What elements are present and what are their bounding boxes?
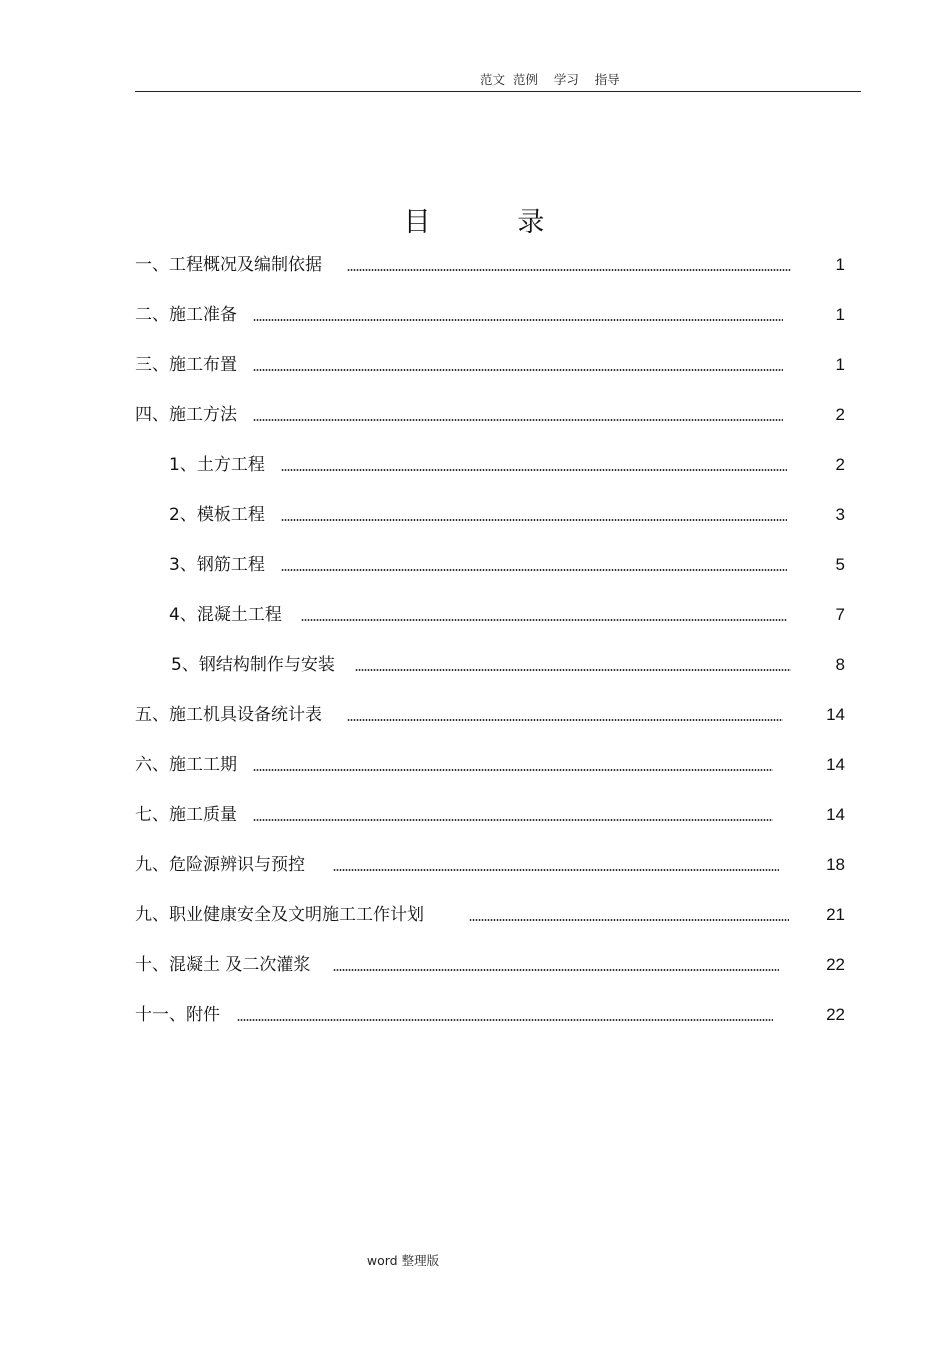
toc-entry-label: 五、施工机具设备统计表: [135, 705, 322, 725]
toc-entry-label: 3、钢筋工程: [169, 555, 265, 575]
toc-entry-page: 14: [826, 805, 845, 824]
toc-entry-page: 8: [835, 655, 845, 674]
toc-leader: [281, 569, 787, 571]
toc-entry-label: 四、施工方法: [135, 405, 237, 425]
page-header-text: 范文 范例 学习 指导: [480, 72, 620, 87]
toc-entry[interactable]: [135, 700, 845, 730]
toc-entry[interactable]: [135, 350, 845, 380]
toc-leader: [253, 419, 783, 421]
toc-entry-label: 三、施工布置: [135, 355, 237, 375]
toc-entry-page: 3: [835, 505, 845, 524]
toc-entry-label: 九、职业健康安全及文明施工工作计划: [135, 905, 424, 925]
toc-entry-page: 14: [826, 755, 845, 774]
toc-leader: [253, 369, 783, 371]
toc-entry-label: 2、模板工程: [169, 505, 265, 525]
toc-entry-label: 二、施工准备: [135, 305, 237, 325]
toc-entry-label: 4、混凝土工程: [169, 605, 282, 625]
toc-entry-label: 5、钢结构制作与安装: [171, 655, 335, 675]
toc-entry[interactable]: [135, 600, 845, 630]
toc-entry[interactable]: [135, 550, 845, 580]
toc-entry-page: 18: [826, 855, 845, 874]
toc-leader: [333, 969, 779, 971]
toc-entry[interactable]: [135, 300, 845, 330]
toc-entry-page: 22: [826, 1005, 845, 1024]
toc-entry-label: 十一、附件: [135, 1005, 220, 1025]
toc-entry-page: 21: [826, 905, 845, 924]
toc-title: 目 录: [403, 207, 547, 238]
toc-entry[interactable]: [135, 650, 845, 680]
toc-entry-page: 22: [826, 955, 845, 974]
toc-entry[interactable]: [135, 900, 845, 930]
toc-leader: [253, 819, 773, 821]
toc-entry[interactable]: [135, 1000, 845, 1030]
toc-entry-page: 2: [835, 455, 845, 474]
toc-entry[interactable]: [135, 400, 845, 430]
toc-entry-label: 六、施工工期: [135, 755, 237, 775]
toc-leader: [253, 319, 783, 321]
toc-leader: [333, 869, 779, 871]
toc-entry[interactable]: [135, 450, 845, 480]
header-rule: [135, 91, 861, 92]
toc-entry-page: 1: [835, 305, 845, 324]
toc-entry-label: 1、土方工程: [169, 455, 265, 475]
toc-entry[interactable]: [135, 800, 845, 830]
page-footer-text: word 整理版: [366, 1253, 440, 1268]
toc-entry[interactable]: [135, 750, 845, 780]
toc-entry[interactable]: [135, 850, 845, 880]
toc-leader: [355, 669, 791, 671]
toc-entry-label: 十、混凝土 及二次灌浆: [135, 955, 311, 975]
toc-entry[interactable]: [135, 950, 845, 980]
toc-leader: [237, 1019, 773, 1021]
toc-leader: [347, 269, 791, 271]
toc-entry-page: 5: [835, 555, 845, 574]
toc-leader: [301, 619, 787, 621]
toc-leader: [469, 919, 789, 921]
toc-leader: [253, 769, 773, 771]
toc-leader: [347, 719, 783, 721]
toc-entry[interactable]: [135, 500, 845, 530]
toc-leader: [281, 519, 787, 521]
toc-entry-page: 14: [826, 705, 845, 724]
toc-leader: [281, 469, 787, 471]
toc-entry-label: 七、施工质量: [135, 805, 237, 825]
toc-entry-label: 一、工程概况及编制依据: [135, 255, 322, 275]
toc-entry-page: 2: [835, 405, 845, 424]
toc-entry-page: 7: [835, 605, 845, 624]
toc-entry[interactable]: [135, 250, 845, 280]
toc-entry-page: 1: [835, 355, 845, 374]
toc-entry-page: 1: [835, 255, 845, 274]
toc-entry-label: 九、危险源辨识与预控: [135, 855, 305, 875]
